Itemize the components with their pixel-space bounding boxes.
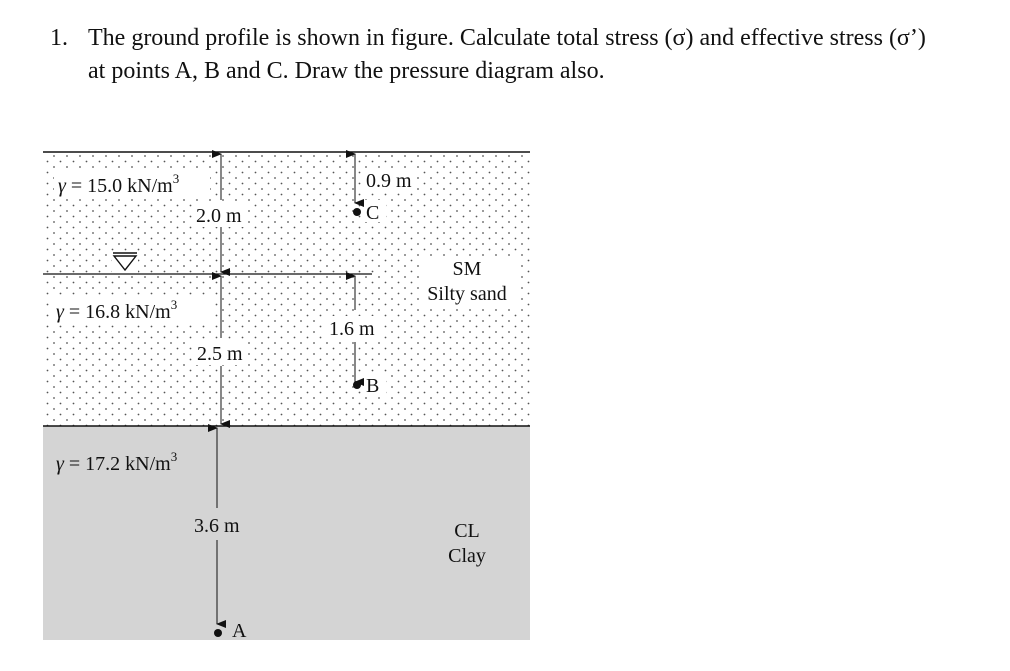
question-line-1: The ground profile is shown in figure. Calculate total stress (σ) and effective stress (σ’) — [88, 25, 926, 51]
point-b-marker — [353, 381, 361, 389]
gamma-value: = 15.0 kN/m — [65, 175, 173, 197]
gamma-value: = 17.2 kN/m — [63, 453, 171, 475]
question-number: 1. — [50, 25, 68, 51]
gamma-label-layer-1 — [58, 171, 179, 197]
unit-power: 3 — [170, 449, 178, 464]
unit-power: 3 — [170, 297, 178, 312]
unit-power: 3 — [172, 171, 180, 186]
question-line-2: at points A, B and C. Draw the pressure diagram also. — [88, 58, 605, 84]
thickness-label-layer-2: 2.5 m — [197, 343, 243, 365]
thickness-label-layer-1: 2.0 m — [196, 205, 242, 227]
clay-name-label: Clay — [448, 545, 486, 567]
gamma-label-layer-2 — [56, 297, 177, 323]
thickness-label-layer-3: 3.6 m — [194, 515, 240, 537]
sand-code-label: SM — [452, 258, 482, 280]
point-c-marker — [353, 208, 361, 216]
point-a-marker — [214, 629, 222, 637]
sand-name-label: Silty sand — [427, 283, 507, 305]
clay-code-label: CL — [454, 520, 480, 542]
point-b-label: B — [366, 375, 380, 397]
gamma-value: = 16.8 kN/m — [63, 301, 171, 323]
gamma-label-layer-3 — [56, 449, 177, 475]
point-c-label: C — [366, 202, 380, 224]
point-a-label: A — [232, 620, 247, 642]
water-table-icon — [112, 253, 138, 273]
point-b-depth-label: 1.6 m — [329, 318, 375, 340]
point-c-depth-label: 0.9 m — [366, 170, 412, 192]
gamma-symbol: γ — [56, 453, 64, 475]
gamma-symbol: γ — [56, 301, 64, 323]
gamma-symbol: γ — [58, 175, 66, 197]
